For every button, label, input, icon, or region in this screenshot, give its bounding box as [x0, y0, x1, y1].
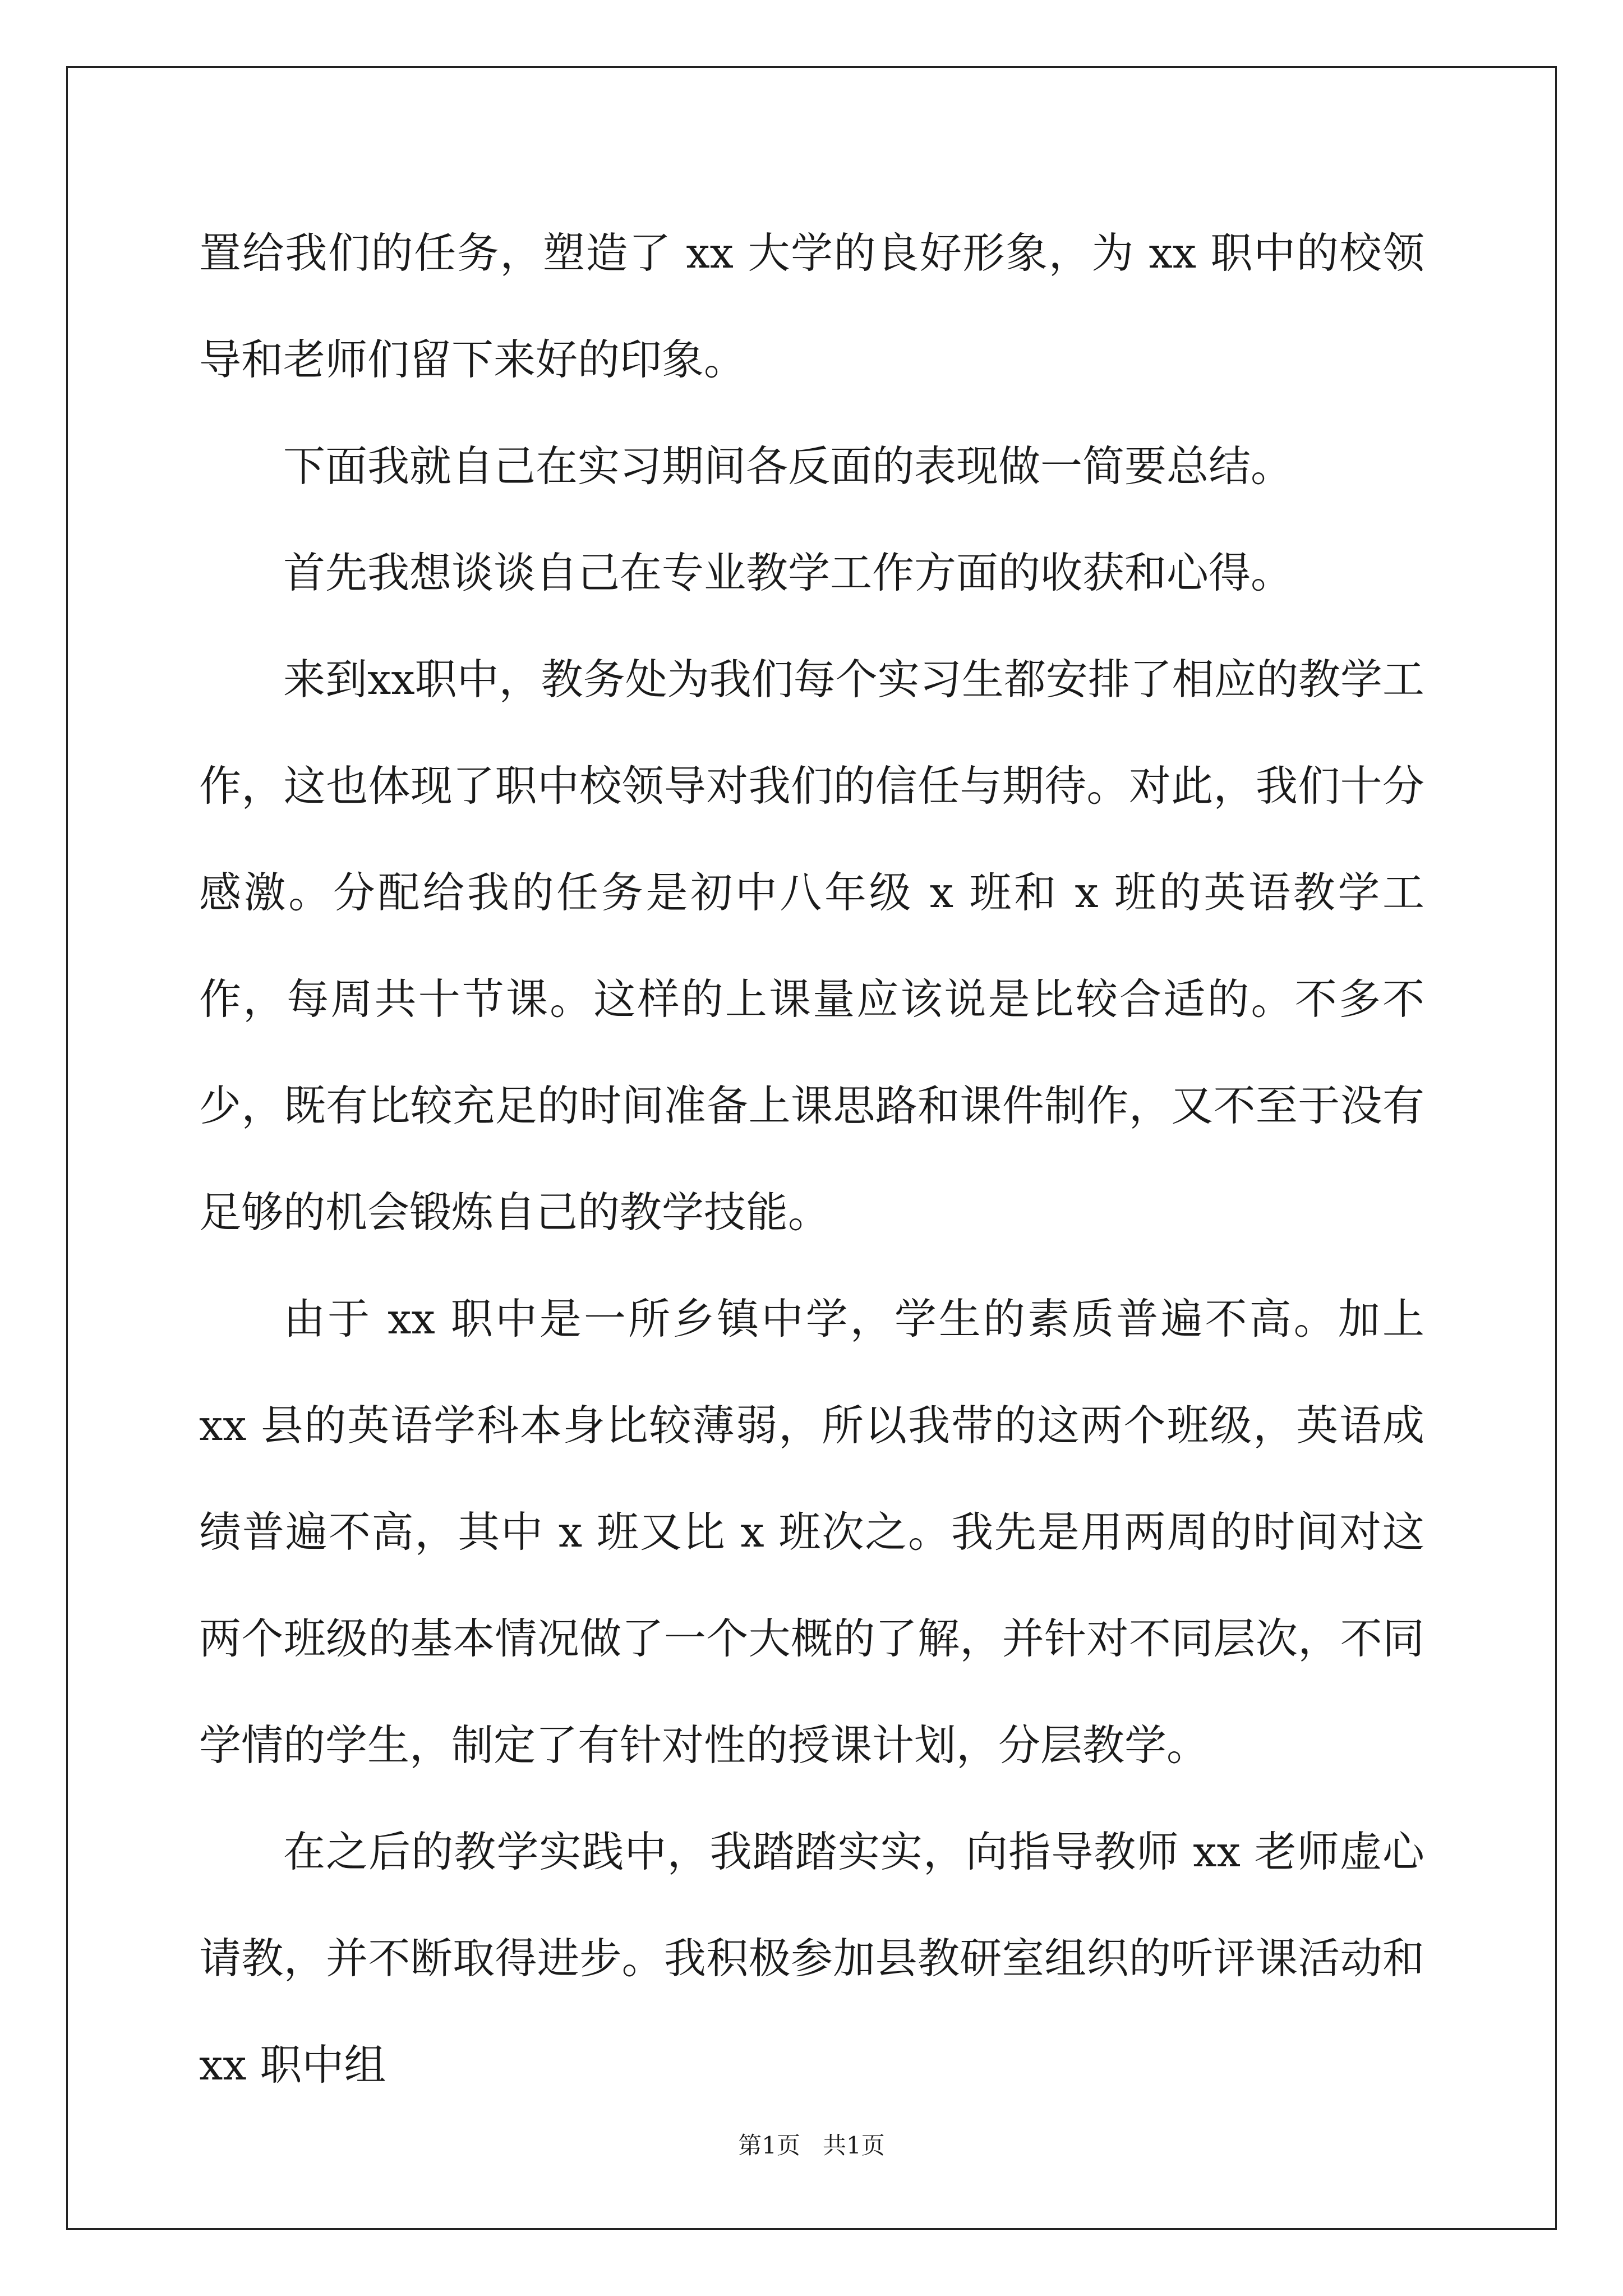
page-footer	[0, 2129, 1623, 2162]
paragraph-3: 首先我想谈谈自己在专业教学工作方面的收获和心得。	[283, 548, 1293, 597]
paragraph-6: 在之后的教学实践中，我踏踏实实，向指导教师 xx 老师虚心请教，并不断取得进步。我积极参加县教研室组织的听评课活动和 xx 职中组	[199, 1827, 1424, 2090]
paragraph-2: 下面我就自己在实习期间各反面的表现做一简要总结。	[283, 441, 1293, 491]
document-body	[199, 200, 1424, 2118]
paragraph-4: 来到xx职中，教务处为我们每个实习生都安排了相应的教学工作，这也体现了职中校领导对我们的信任与期待。对此，我们十分感激。分配给我的任务是初中八年级 x 班和 x 班的英语教学工作，每周共十节课。这样的上课量应该说是比较合适的。不多不少，既有比较充足的时间准备上课思路和课件制作，又不至于没有足够的机会锻炼自己的教学技能。	[199, 655, 1424, 1237]
page-number-total: 共1页	[823, 2132, 885, 2159]
page-number-current: 第1页	[738, 2132, 800, 2159]
paragraph-5: 由于 xx 职中是一所乡镇中学，学生的素质普遍不高。加上 xx 县的英语学科本身比较薄弱，所以我带的这两个班级，英语成绩普遍不高，其中 x 班又比 x 班次之。我先是用两周的时间对这两个班级的基本情况做了一个大概的了解，并针对不同层次，不同学情的学生，制定了有针对性的授课计划，分层教学。	[199, 1294, 1424, 1770]
paragraph-1: 置给我们的任务，塑造了 xx 大学的良好形象，为 xx 职中的校领导和老师们留下来好的印象。	[199, 228, 1424, 384]
